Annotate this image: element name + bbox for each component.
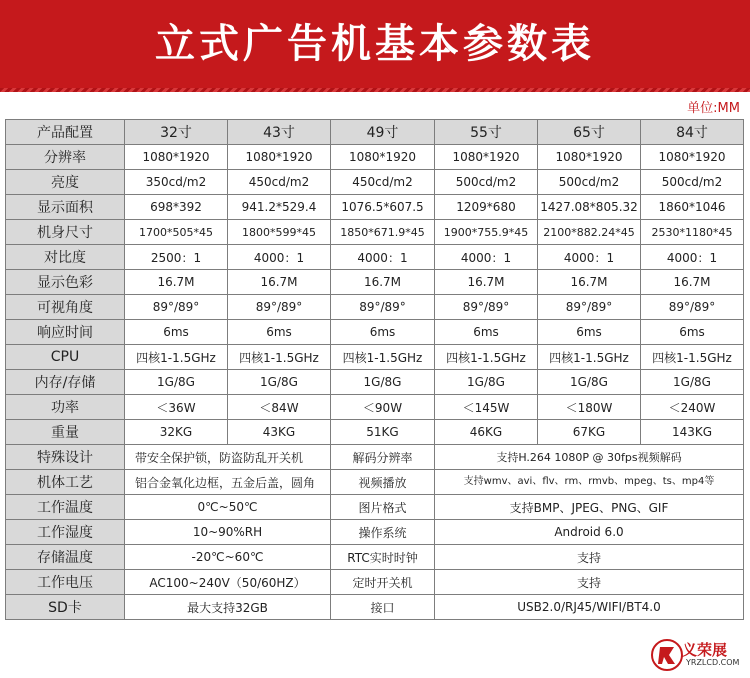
- feature-value-cell: -20℃~60℃: [125, 545, 331, 570]
- spec-value-cell: ＜90W: [331, 395, 435, 420]
- spec-label-cell: 分辨率: [6, 145, 125, 170]
- spec-value-cell: 1080*1920: [228, 145, 331, 170]
- spec-value-cell: 32KG: [125, 420, 228, 445]
- spec-value-cell: 四核1-1.5GHz: [641, 345, 744, 370]
- spec-value-cell: ＜180W: [538, 395, 641, 420]
- spec-value-cell: 46KG: [435, 420, 538, 445]
- feature-label-cell: 特殊设计: [6, 445, 125, 470]
- spec-value-cell: 16.7M: [641, 270, 744, 295]
- feature-value-cell: 支持BMP、JPEG、PNG、GIF: [435, 495, 744, 520]
- spec-label-cell: 响应时间: [6, 320, 125, 345]
- feature-row-storage-temp: [6, 545, 744, 570]
- spec-label-cell: 对比度: [6, 245, 125, 270]
- spec-value-cell: ＜145W: [435, 395, 538, 420]
- spec-value-cell: 四核1-1.5GHz: [228, 345, 331, 370]
- spec-value-cell: 1080*1920: [331, 145, 435, 170]
- spec-value-cell: 51KG: [331, 420, 435, 445]
- spec-value-cell: 1076.5*607.5: [331, 195, 435, 220]
- spec-value-cell: 四核1-1.5GHz: [331, 345, 435, 370]
- spec-value-cell: 四核1-1.5GHz: [538, 345, 641, 370]
- spec-value-cell: 6ms: [538, 320, 641, 345]
- spec-row-weight: [6, 420, 744, 445]
- spec-value-cell: 1800*599*45: [228, 220, 331, 245]
- feature-label-cell: SD卡: [6, 595, 125, 620]
- spec-label-cell: 重量: [6, 420, 125, 445]
- spec-value-cell: 1G/8G: [641, 370, 744, 395]
- spec-label-cell: 功率: [6, 395, 125, 420]
- spec-row-resolution: [6, 145, 744, 170]
- spec-value-cell: 1080*1920: [125, 145, 228, 170]
- spec-value-cell: 4000：1: [331, 245, 435, 270]
- spec-value-cell: 1860*1046: [641, 195, 744, 220]
- spec-value-cell: 16.7M: [538, 270, 641, 295]
- spec-value-cell: 350cd/m2: [125, 170, 228, 195]
- feature-value-cell: USB2.0/RJ45/WIFI/BT4.0: [435, 595, 744, 620]
- spec-value-cell: 2530*1180*45: [641, 220, 744, 245]
- spec-value-cell: 1427.08*805.32: [538, 195, 641, 220]
- feature-label-cell: 工作湿度: [6, 520, 125, 545]
- spec-value-cell: 500cd/m2: [538, 170, 641, 195]
- watermark-url: YRZLCD.COM: [686, 658, 740, 667]
- header-label-cell: 产品配置: [6, 120, 125, 145]
- spec-value-cell: 1700*505*45: [125, 220, 228, 245]
- spec-label-cell: 显示色彩: [6, 270, 125, 295]
- watermark-brand: 义荣展: [682, 641, 728, 659]
- spec-value-cell: 89°/89°: [331, 295, 435, 320]
- spec-value-cell: 4000：1: [435, 245, 538, 270]
- spec-value-cell: 89°/89°: [125, 295, 228, 320]
- spec-value-cell: 16.7M: [331, 270, 435, 295]
- feature-value-cell: 10~90%RH: [125, 520, 331, 545]
- spec-row-body-size: [6, 220, 744, 245]
- spec-row-cpu: [6, 345, 744, 370]
- spec-value-cell: 698*392: [125, 195, 228, 220]
- spec-row-memory: [6, 370, 744, 395]
- spec-value-cell: 2500：1: [125, 245, 228, 270]
- size-header-cell: 55寸: [435, 120, 538, 145]
- spec-value-cell: 1G/8G: [125, 370, 228, 395]
- spec-value-cell: 6ms: [125, 320, 228, 345]
- spec-value-cell: 16.7M: [228, 270, 331, 295]
- spec-row-brightness: [6, 170, 744, 195]
- spec-row-color: [6, 270, 744, 295]
- feature-label-cell: 工作电压: [6, 570, 125, 595]
- feature-value-cell: Android 6.0: [435, 520, 744, 545]
- spec-value-cell: 1209*680: [435, 195, 538, 220]
- feature-label-cell: RTC实时时钟: [331, 545, 435, 570]
- feature-value-cell: 0℃~50℃: [125, 495, 331, 520]
- feature-label-cell: 解码分辨率: [331, 445, 435, 470]
- size-header-cell: 32寸: [125, 120, 228, 145]
- feature-value-cell: 带安全保护锁，防盗防乱开关机: [125, 445, 331, 470]
- spec-label-cell: 内存/存储: [6, 370, 125, 395]
- spec-row-power: [6, 395, 744, 420]
- spec-value-cell: 1G/8G: [538, 370, 641, 395]
- spec-value-cell: 6ms: [435, 320, 538, 345]
- page-title: 立式广告机基本参数表: [155, 21, 595, 67]
- spec-label-cell: 可视角度: [6, 295, 125, 320]
- brand-logo-icon: [650, 638, 684, 672]
- feature-value-cell: 支持: [435, 545, 744, 570]
- feature-label-cell: 视频播放: [331, 470, 435, 495]
- feature-value-cell: 支持: [435, 570, 744, 595]
- spec-value-cell: 四核1-1.5GHz: [125, 345, 228, 370]
- spec-value-cell: 1080*1920: [435, 145, 538, 170]
- spec-value-cell: 89°/89°: [435, 295, 538, 320]
- spec-value-cell: 四核1-1.5GHz: [435, 345, 538, 370]
- feature-label-cell: 图片格式: [331, 495, 435, 520]
- feature-value-cell: 支持wmv、avi、flv、rm、rmvb、mpeg、ts、mp4等: [435, 470, 744, 495]
- spec-value-cell: 1G/8G: [435, 370, 538, 395]
- feature-label-cell: 工作温度: [6, 495, 125, 520]
- spec-value-cell: 450cd/m2: [331, 170, 435, 195]
- spec-value-cell: 6ms: [331, 320, 435, 345]
- spec-label-cell: CPU: [6, 345, 125, 370]
- spec-value-cell: ＜240W: [641, 395, 744, 420]
- spec-row-contrast: [6, 245, 744, 270]
- banner-stripe: [0, 88, 750, 92]
- spec-table: [5, 119, 744, 620]
- spec-value-cell: 67KG: [538, 420, 641, 445]
- spec-label-cell: 亮度: [6, 170, 125, 195]
- table-header-row: [6, 120, 744, 145]
- spec-value-cell: 4000：1: [641, 245, 744, 270]
- feature-row-working-temp: [6, 495, 744, 520]
- spec-value-cell: ＜36W: [125, 395, 228, 420]
- size-header-cell: 49寸: [331, 120, 435, 145]
- spec-value-cell: 4000：1: [538, 245, 641, 270]
- spec-row-display-area: [6, 195, 744, 220]
- spec-value-cell: 1900*755.9*45: [435, 220, 538, 245]
- spec-label-cell: 机身尺寸: [6, 220, 125, 245]
- feature-row-special-design: [6, 445, 744, 470]
- feature-value-cell: 最大支持32GB: [125, 595, 331, 620]
- spec-value-cell: 1G/8G: [331, 370, 435, 395]
- feature-label-cell: 接口: [331, 595, 435, 620]
- feature-label-cell: 操作系统: [331, 520, 435, 545]
- spec-value-cell: 6ms: [228, 320, 331, 345]
- feature-label-cell: 定时开关机: [331, 570, 435, 595]
- size-header-cell: 84寸: [641, 120, 744, 145]
- feature-row-humidity: [6, 520, 744, 545]
- spec-value-cell: 89°/89°: [641, 295, 744, 320]
- feature-row-body-craft: [6, 470, 744, 495]
- spec-value-cell: 1080*1920: [641, 145, 744, 170]
- spec-value-cell: 143KG: [641, 420, 744, 445]
- feature-value-cell: AC100~240V（50/60HZ）: [125, 570, 331, 595]
- spec-value-cell: 16.7M: [125, 270, 228, 295]
- spec-value-cell: ＜84W: [228, 395, 331, 420]
- feature-label-cell: 存储温度: [6, 545, 125, 570]
- spec-value-cell: 4000：1: [228, 245, 331, 270]
- spec-value-cell: 89°/89°: [538, 295, 641, 320]
- spec-value-cell: 43KG: [228, 420, 331, 445]
- spec-value-cell: 16.7M: [435, 270, 538, 295]
- feature-label-cell: 机体工艺: [6, 470, 125, 495]
- feature-row-voltage: [6, 570, 744, 595]
- unit-note: 单位:MM: [687, 101, 740, 116]
- spec-value-cell: 1G/8G: [228, 370, 331, 395]
- spec-value-cell: 450cd/m2: [228, 170, 331, 195]
- size-header-cell: 43寸: [228, 120, 331, 145]
- spec-value-cell: 500cd/m2: [435, 170, 538, 195]
- spec-label-cell: 显示面积: [6, 195, 125, 220]
- title-banner: [0, 0, 750, 92]
- spec-value-cell: 500cd/m2: [641, 170, 744, 195]
- feature-value-cell: 铝合金氧化边框，五金后盖，圆角: [125, 470, 331, 495]
- spec-row-viewing-angle: [6, 295, 744, 320]
- spec-value-cell: 1850*671.9*45: [331, 220, 435, 245]
- spec-value-cell: 2100*882.24*45: [538, 220, 641, 245]
- spec-value-cell: 941.2*529.4: [228, 195, 331, 220]
- spec-value-cell: 1080*1920: [538, 145, 641, 170]
- spec-row-response-time: [6, 320, 744, 345]
- size-header-cell: 65寸: [538, 120, 641, 145]
- spec-value-cell: 6ms: [641, 320, 744, 345]
- brand-watermark: [650, 638, 746, 672]
- feature-value-cell: 支持H.264 1080P @ 30fps视频解码: [435, 445, 744, 470]
- feature-row-sd-card: [6, 595, 744, 620]
- spec-value-cell: 89°/89°: [228, 295, 331, 320]
